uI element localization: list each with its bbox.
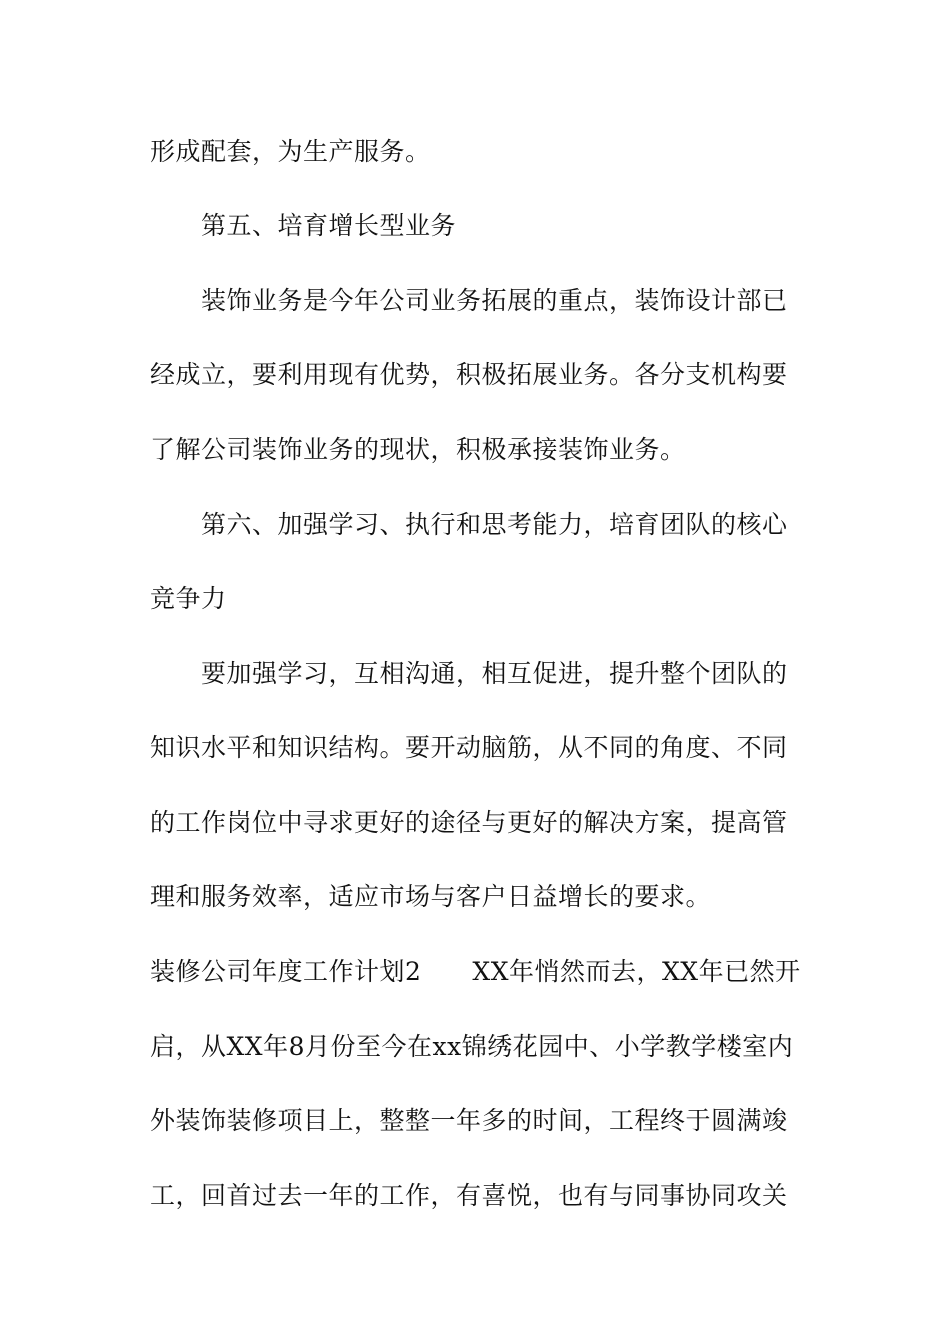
paragraph-line-5: 了解公司装饰业务的现状，积极承接装饰业务。: [150, 435, 686, 464]
paragraph-line-9: 知识水平和知识结构。要开动脑筋，从不同的角度、不同: [150, 733, 788, 762]
section-heading-6: 第六、加强学习、执行和思考能力，培育团队的核心: [201, 510, 788, 539]
paragraph-line-15: 工，回首过去一年的工作，有喜悦，也有与同事协同攻关: [150, 1181, 788, 1210]
section-heading-5: 第五、培育增长型业务: [201, 211, 457, 240]
plan-title-line: 装修公司年度工作计划2 XX年悄然而去，XX年已然开: [150, 957, 801, 986]
section-heading-6-cont: 竞争力: [150, 584, 227, 613]
paragraph-line-10: 的工作岗位中寻求更好的途径与更好的解决方案，提高管: [150, 808, 788, 837]
paragraph-line-1: 形成配套，为生产服务。: [150, 137, 431, 166]
paragraph-line-3: 装饰业务是今年公司业务拓展的重点，装饰设计部已: [201, 286, 788, 315]
paragraph-line-4: 经成立，要利用现有优势，积极拓展业务。各分支机构要: [150, 360, 788, 389]
paragraph-line-14: 外装饰装修项目上，整整一年多的时间，工程终于圆满竣: [150, 1106, 788, 1135]
paragraph-line-13: 启，从XX年8月份至今在xx锦绣花园中、小学教学楼室内: [150, 1032, 794, 1061]
paragraph-line-11: 理和服务效率，适应市场与客户日益增长的要求。: [150, 882, 712, 911]
paragraph-line-8: 要加强学习，互相沟通，相互促进，提升整个团队的: [201, 659, 788, 688]
